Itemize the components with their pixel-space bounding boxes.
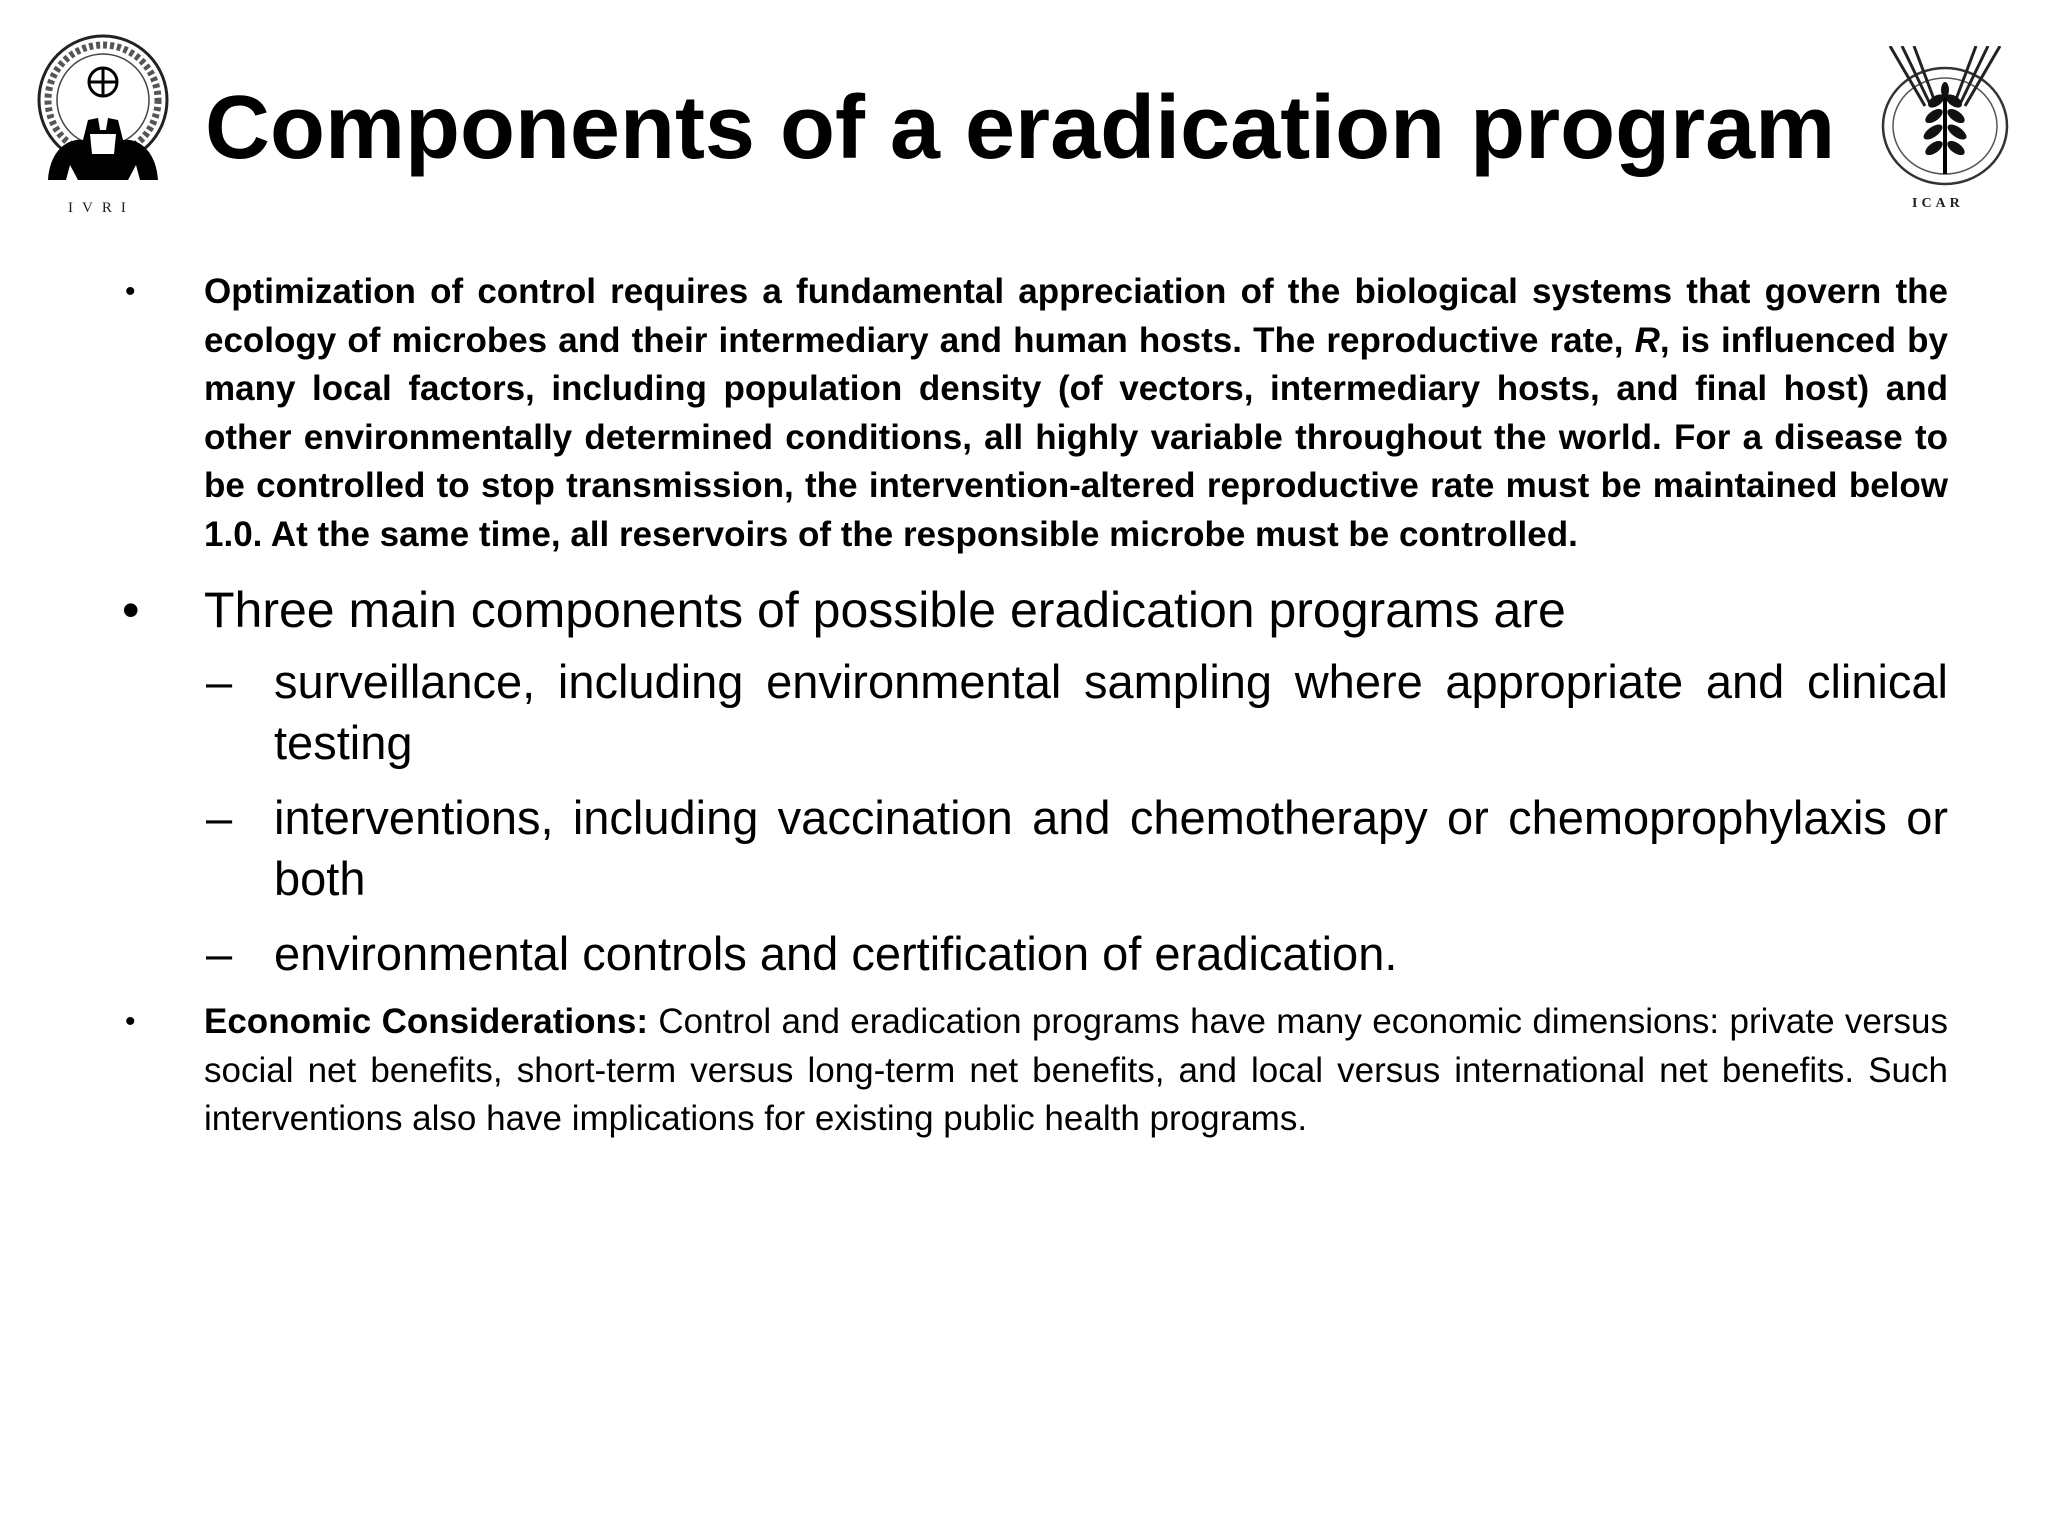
economic-text: Control and eradication programs have many economic dimensions: private versus social net benefits, short-term versus long-term net benefits, and local versus international net benefits. Such interventions also have implications for existing public health programs. — [204, 1002, 1948, 1138]
page-title: Components of a eradication program — [205, 78, 1836, 178]
optimization-text-part1: Optimization of control requires a fundamental appreciation of the biological systems that govern the ecology of microbes and their intermediary and human hosts. The reproductive rate, — [204, 272, 1948, 360]
components-heading: Three main components of possible eradication programs are — [204, 582, 1566, 638]
icar-logo-caption: ICAR — [1912, 196, 1964, 211]
bullet-marker: • — [122, 582, 140, 638]
bullet-marker: • — [125, 1005, 136, 1038]
bullet-marker: • — [125, 275, 136, 308]
list-item — [206, 651, 1948, 773]
list-item-text: surveillance, including environmental sampling where appropriate and clinical testing — [274, 655, 1948, 769]
icar-wheat-emblem-icon — [1870, 46, 2020, 196]
bullet-economic — [120, 998, 1948, 1144]
ivri-logo — [28, 30, 178, 220]
dash-marker: – — [206, 655, 233, 708]
ivri-logo-caption: IVRI — [68, 200, 135, 216]
reproductive-rate-symbol: R — [1634, 320, 1660, 360]
ivri-emblem-icon — [28, 30, 178, 200]
components-list — [120, 651, 1948, 984]
list-item-text: environmental controls and certification of eradication. — [274, 927, 1398, 980]
list-item — [206, 923, 1948, 984]
list-item — [206, 787, 1948, 909]
slide-content — [120, 268, 1948, 1144]
bullet-optimization — [120, 268, 1948, 559]
dash-marker: – — [206, 927, 233, 980]
economic-label: Economic Considerations: — [204, 1002, 649, 1041]
optimization-text-part2: , is influenced by many local factors, including population density (of vectors, intermediary hosts, and final host) and other environmentally determined conditions, all highly variable throughout the world. For a disease to be controlled to stop transmission, the intervention-altered reproductive rate must be maintained below 1.0. At the same time, all reservoirs of the responsible microbe must be controlled. — [204, 320, 1948, 554]
list-item-text: interventions, including vaccination and chemotherapy or chemoprophylaxis or both — [274, 791, 1948, 905]
icar-logo — [1870, 46, 2020, 221]
dash-marker: – — [206, 791, 233, 844]
bullet-components — [120, 579, 1948, 641]
